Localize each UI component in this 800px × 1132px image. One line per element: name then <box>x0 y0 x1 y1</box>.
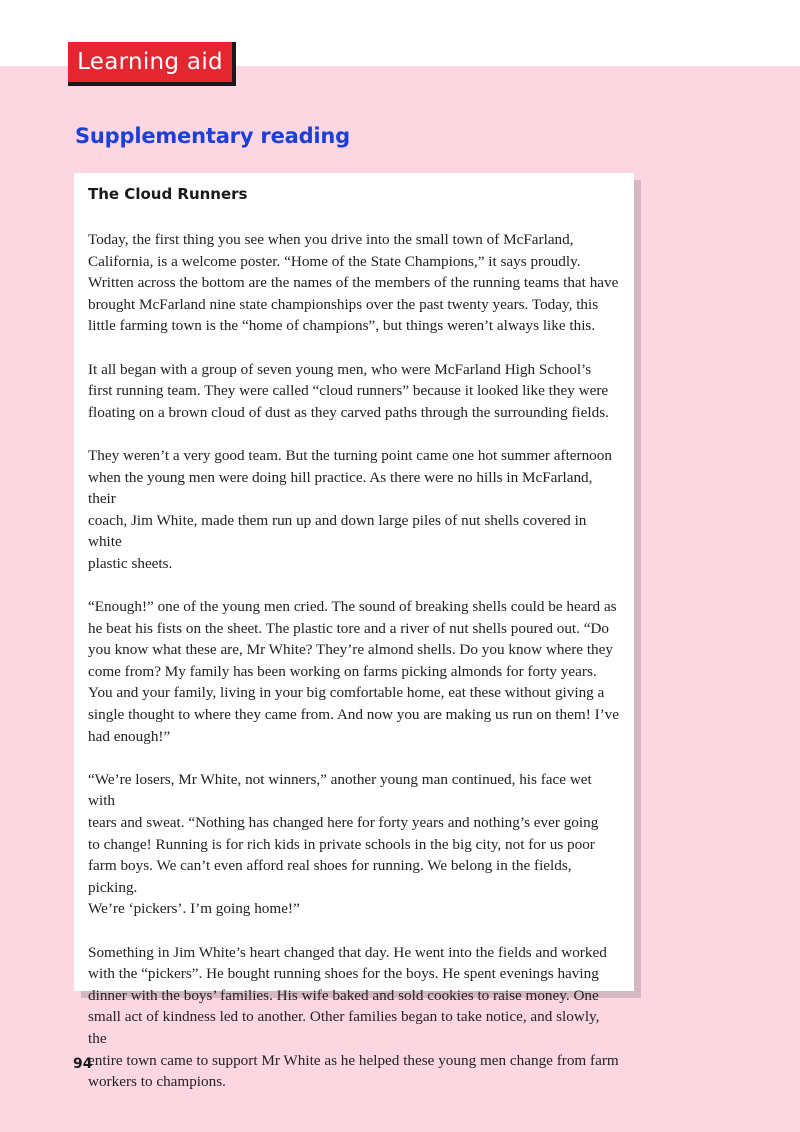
story-title: The Cloud Runners <box>88 185 248 203</box>
page-number: 94 <box>73 1056 93 1072</box>
learning-aid-tag <box>68 42 236 86</box>
story-paragraph: Something in Jim White’s heart changed that day. He went into the fields and worked with the “pickers”. He bought running shoes for the boys. He spent evenings having dinner with the boys’ families. His wife baked and sold cookies to raise money. One small act of kindness led to another. Other families began to take notice, and slowly, the entire town came to support Mr White as he helped these young men change from farm workers to champions. <box>88 943 619 1091</box>
story-paragraph: “Enough!” one of the young men cried. The sound of breaking shells could be heard as he beat his fists on the sheet. The plastic tore and a river of nut shells poured out. “Do you know what these are, Mr White? They’re almond shells. Do you know where they come from? My family has been working on farms picking almonds for forty years. You and your family, living in your big comfortable home, eat these without giving a single thought to where they came from. And now you are making us run on them! I’ve had enough!” <box>88 598 620 745</box>
section-title: Supplementary reading <box>75 124 351 148</box>
story-paragraph: “We’re losers, Mr White, not winners,” another young man continued, his face wet with tears and sweat. “Nothing has changed here for forty years and nothing’s ever going to change! Running is for rich kids in private schools in the big city, not for us poor farm boys. We can’t even afford real shoes for running. We belong in the fields, picking. We’re ‘pickers’. I’m going home!” <box>88 770 599 918</box>
story-paragraph: It all began with a group of seven young men, who were McFarland High School’s first running team. They were called “cloud runners” because it looked like they were floating on a brown cloud of dust as they carved paths through the surrounding fields. <box>88 360 609 421</box>
learning-aid-label: Learning aid <box>68 42 232 82</box>
story-paragraph: They weren’t a very good team. But the turning point came one hot summer afternoon when the young men were doing hill practice. As there were no hills in McFarland, their coach, Jim White, made them run up and down large piles of nut shells covered in white plastic sheets. <box>88 446 612 572</box>
story-paragraph: Today, the first thing you see when you drive into the small town of McFarland, California, is a welcome poster. “Home of the State Champions,” it says proudly. Written across the bottom are the names of the members of the running teams that have brought McFarland nine state championships over the past twenty years. Today, this little farming town is the “home of champions”, but things weren’t always like this. <box>88 231 619 335</box>
